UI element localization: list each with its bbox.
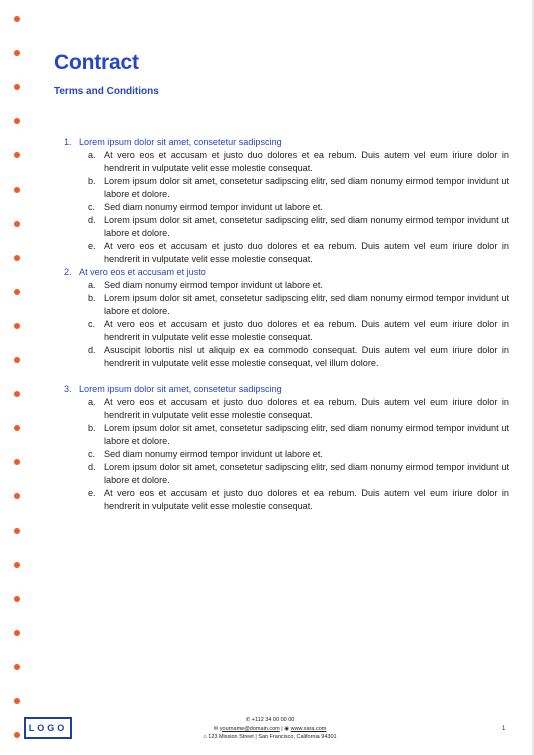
section-title: Lorem ipsum dolor sit amet, consetetur sadipscing — [79, 137, 282, 147]
list-item — [88, 422, 509, 448]
section-number: 1. — [64, 137, 72, 147]
item-letter: c. — [88, 319, 96, 329]
list-item — [88, 201, 509, 214]
item-letter: d. — [88, 345, 96, 355]
section-number: 3. — [64, 384, 72, 394]
list-item — [88, 279, 509, 292]
item-text: Sed diam nonumy eirmod tempor invidunt ut labore et. — [104, 202, 323, 212]
item-text: At vero eos et accusam et justo duo dolores et ea rebum. Duis autem vel eum iriure dolor in hendrerit in vulputate velit esse molestie consequat. — [104, 397, 509, 420]
list-item — [88, 318, 509, 344]
decorative-dot — [14, 664, 20, 670]
decorative-dot — [14, 698, 20, 704]
section-heading — [64, 266, 509, 279]
document-subtitle: Terms and Conditions — [54, 86, 159, 97]
decorative-dot — [14, 16, 20, 22]
decorative-dot — [14, 459, 20, 465]
decorative-dot — [14, 323, 20, 329]
item-text: Sed diam nonumy eirmod tempor invidunt ut labore et. — [104, 280, 323, 290]
item-letter: a. — [88, 397, 96, 407]
phone-number: +112 34 00 00 00 — [251, 717, 295, 723]
list-item — [88, 396, 509, 422]
list-item — [88, 448, 509, 461]
decorative-dot — [14, 255, 20, 261]
decorative-dot — [14, 391, 20, 397]
item-letter: c. — [88, 202, 96, 212]
list-item — [88, 292, 509, 318]
decorative-dot — [14, 50, 20, 56]
section-heading — [64, 136, 509, 149]
item-text: At vero eos et accusam et justo duo dolores et ea rebum. Duis autem vel eum iriure dolor in hendrerit in vulputate velit esse molestie consequat. — [104, 150, 509, 173]
item-letter: d. — [88, 462, 96, 472]
list-item — [88, 240, 509, 266]
section-title: Lorem ipsum dolor sit amet, consetetur sadipscing — [79, 384, 282, 394]
section-number: 2. — [64, 267, 72, 277]
item-text: At vero eos et accusam et justo duo dolores et ea rebum. Duis autem vel eum iriure dolor in hendrerit in vulputate velit esse molestie consequat. — [104, 488, 509, 511]
item-letter: a. — [88, 150, 96, 160]
phone-icon: ✆ — [245, 717, 251, 723]
item-letter: c. — [88, 449, 96, 459]
decorative-dot — [14, 630, 20, 636]
item-text: Lorem ipsum dolor sit amet, consetetur sadipscing elitr, sed diam nonumy eirmod tempor invidunt ut labore et dolore. — [104, 176, 509, 199]
decorative-dot — [14, 596, 20, 602]
item-letter: a. — [88, 280, 96, 290]
decorative-dot — [14, 289, 20, 295]
item-text: Lorem ipsum dolor sit amet, consetetur sadipscing elitr, sed diam nonumy eirmod tempor invidunt ut labore et dolore. — [104, 293, 509, 316]
decorative-dot — [14, 221, 20, 227]
decorative-dot — [14, 187, 20, 193]
item-text: Lorem ipsum dolor sit amet, consetetur sadipscing elitr, sed diam nonumy eirmod tempor invidunt ut labore et dolore. — [104, 215, 509, 238]
item-text: Asuscipit lobortis nisl ut aliquip ex ea commodo consequat. Duis autem vel eum iriure dolor in hendrerit in vulputate velit esse molestie consequat, vel illum dolore. — [104, 345, 509, 368]
email-icon: ✉ — [213, 725, 219, 732]
item-letter: b. — [88, 423, 96, 433]
decorative-dot — [14, 152, 20, 158]
item-text: Lorem ipsum dolor sit amet, consetetur sadipscing elitr, sed diam nonumy eirmod tempor invidunt ut labore et dolore. — [104, 462, 509, 485]
decorative-dot — [14, 562, 20, 568]
globe-icon: ◉ — [284, 725, 290, 732]
decorative-dot-column — [0, 0, 30, 755]
company-logo: LOGO — [24, 717, 72, 739]
decorative-dot — [14, 493, 20, 499]
item-text: Lorem ipsum dolor sit amet, consetetur sadipscing elitr, sed diam nonumy eirmod tempor invidunt ut labore et dolore. — [104, 423, 509, 446]
section-heading — [64, 383, 509, 396]
contact-info: ✆ +112 34 00 00 00 ✉ yourname@domain.com | ◉ www.xara.com ⌂ 123 Mission Street | San Francisco, California 94301 — [203, 717, 337, 740]
address: 123 Mission Street | San Francisco, California 94301 — [208, 734, 337, 740]
item-letter: b. — [88, 293, 96, 303]
page-footer — [0, 716, 534, 746]
list-item — [88, 344, 509, 370]
page-number: 1 — [502, 726, 506, 732]
list-item — [88, 149, 509, 175]
list-item — [88, 214, 509, 240]
item-letter: d. — [88, 215, 96, 225]
section-title: At vero eos et accusam et justo — [79, 267, 206, 277]
list-item — [88, 461, 509, 487]
decorative-dot — [14, 425, 20, 431]
list-item — [88, 487, 509, 513]
item-text: At vero eos et accusam et justo duo dolores et ea rebum. Duis autem vel eum iriure dolor in hendrerit in vulputate velit esse molestie consequat. — [104, 319, 509, 342]
decorative-dot — [14, 84, 20, 90]
decorative-dot — [14, 528, 20, 534]
document-title: Contract — [54, 51, 139, 74]
website-link[interactable]: www.xara.com — [290, 725, 327, 732]
item-letter: b. — [88, 176, 96, 186]
item-letter: e. — [88, 488, 96, 498]
item-text: Sed diam nonumy eirmod tempor invidunt ut labore et. — [104, 449, 323, 459]
item-letter: e. — [88, 241, 96, 251]
item-text: At vero eos et accusam et justo duo dolores et ea rebum. Duis autem vel eum iriure dolor in hendrerit in vulputate velit esse molestie consequat. — [104, 241, 509, 264]
decorative-dot — [14, 118, 20, 124]
list-item — [88, 175, 509, 201]
home-icon: ⌂ — [203, 734, 207, 740]
section-1 — [64, 136, 509, 513]
email-link[interactable]: yourname@domain.com — [219, 725, 280, 732]
decorative-dot — [14, 357, 20, 363]
